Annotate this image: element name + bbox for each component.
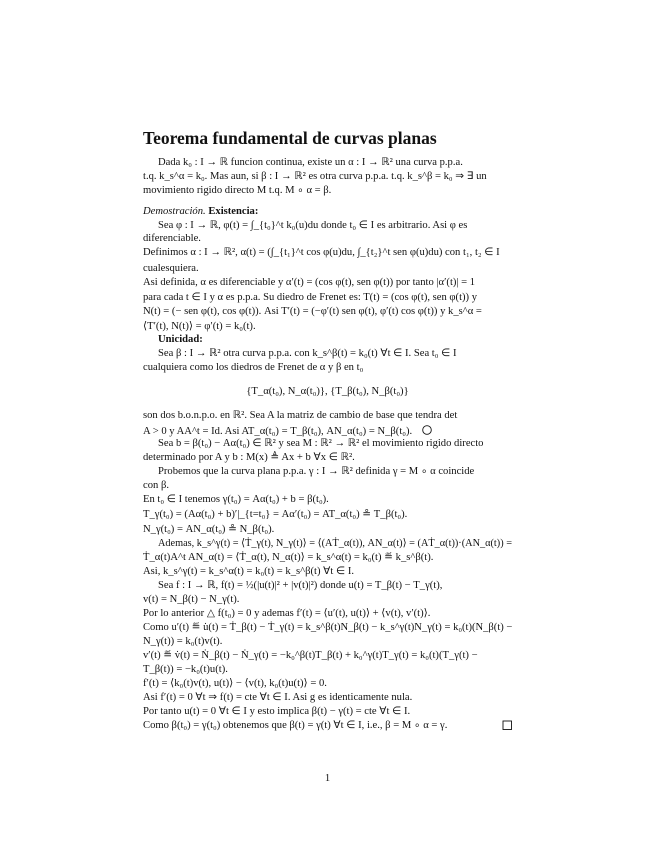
page-title: Teorema fundamental de curvas planas bbox=[143, 128, 437, 148]
existence-line-7: N(t) = (− sen φ(t), cos φ(t)). Asi T′(t) = (−φ′(t) sen φ(t), φ′(t) cos φ(t)) y k_s^α = bbox=[143, 306, 482, 317]
uniqueness-line-15: Sea f : I → ℝ, f(t) = ½(|u(t)|² + |v(t)|²) donde u(t) = T_β(t) − T_γ(t), bbox=[158, 580, 443, 591]
uniqueness-line-16: v(t) = N_β(t) − N_γ(t). bbox=[143, 594, 240, 605]
uniqueness-line-21: T_β(t)) = −k₀(t)u(t). bbox=[143, 664, 228, 675]
existence-line-4: cualesquiera. bbox=[143, 263, 199, 274]
existence-line-3: Definimos α : I → ℝ², α(t) = (∫_{t₁}^t cos φ(u)du, ∫_{t₂}^t sen φ(u)du) con t₁, t₂ ∈ I bbox=[143, 247, 500, 258]
uniqueness-line-25: Como β(t₀) = γ(t₀) obtenemos que β(t) = γ(t) ∀t ∈ I, i.e., β = M ∘ α = γ. bbox=[143, 720, 448, 731]
existence-line-8: ⟨T′(t), N(t)⟩ = φ′(t) = k₀(t). bbox=[143, 321, 256, 332]
uniqueness-line-4-text: A > 0 y AA^t = Id. Asi AT_α(t₀) = T_β(t₀), AN_α(t₀) = N_β(t₀). bbox=[143, 426, 413, 437]
page-number: 1 bbox=[324, 773, 331, 784]
uniqueness-line-5: Sea b = β(t₀) − Aα(t₀) ∈ ℝ² y sea M : ℝ² → ℝ² el movimiento rigido directo bbox=[158, 438, 484, 449]
proof-header bbox=[143, 206, 258, 218]
uniqueness-line-13: Ṫ_α(t)A^t AN_α(t) = ⟨Ṫ_α(t), N_α(t)⟩ = k_s^α(t) = k₀(t) ≝ k_s^β(t). bbox=[143, 552, 434, 563]
uniqueness-line-2: cualquiera como los diedros de Frenet de α y β en t₀ bbox=[143, 362, 364, 373]
uniqueness-line-14: Asi, k_s^γ(t) = k_s^α(t) = k₀(t) = k_s^β(t) ∀t ∈ I. bbox=[143, 566, 355, 577]
small-circle-icon bbox=[421, 424, 433, 436]
existence-label: Existencia: bbox=[208, 206, 259, 217]
uniqueness-line-10: T_γ(t₀) = (Aα(t₀) + b)′|_{t=t₀} = Aα′(t₀) = AT_α(t₀) ≗ T_β(t₀). bbox=[143, 509, 408, 520]
theorem-line-1: Dada k₀ : I → ℝ funcion continua, existe un α : I → ℝ² una curva p.p.a. bbox=[158, 157, 463, 168]
existence-line-2: diferenciable. bbox=[143, 233, 201, 244]
uniqueness-line-22: f′(t) = ⟨k₀(t)v(t), u(t)⟩ − ⟨v(t), k₀(t)u(t)⟩ = 0. bbox=[143, 678, 327, 689]
uniqueness-line-3: son dos b.o.n.p.o. en ℝ². Sea A la matriz de cambio de base que tendra det bbox=[143, 410, 458, 421]
uniqueness-line-11: N_γ(t₀) = AN_α(t₀) ≗ N_β(t₀). bbox=[143, 524, 275, 535]
existence-line-6: para cada t ∈ I y α es p.p.a. Su diedro de Frenet es: T(t) = (cos φ(t), sen φ(t)) y bbox=[143, 292, 478, 303]
proof-label: Demostración. bbox=[143, 206, 206, 217]
uniqueness-line-17: Por lo anterior △ f(t₀) = 0 y ademas f′(t) = ⟨u′(t), u(t)⟩ + ⟨v(t), v′(t)⟩. bbox=[143, 608, 431, 619]
display-equation: {T_α(t₀), N_α(t₀)}, {T_β(t₀), N_β(t₀)} bbox=[246, 386, 409, 397]
uniqueness-line-6: determinado por A y b : M(x) ≜ Ax + b ∀x ∈ ℝ². bbox=[143, 452, 355, 463]
uniqueness-line-20: v′(t) ≝ v̇(t) = Ṅ_β(t) − Ṅ_γ(t) = −k₀^β(t)T_β(t) + k₀^γ(t)T_γ(t) = k₀(t)(T_γ(t) − bbox=[143, 650, 478, 661]
uniqueness-line-23: Asi f′(t) = 0 ∀t ⇒ f(t) = cte ∀t ∈ I. Asi g es identicamente nula. bbox=[143, 692, 413, 703]
uniqueness-line-1: Sea β : I → ℝ² otra curva p.p.a. con k_s^β(t) = k₀(t) ∀t ∈ I. Sea t₀ ∈ I bbox=[158, 348, 457, 359]
uniqueness-label: Unicidad: bbox=[158, 334, 203, 345]
qed-square-icon bbox=[502, 720, 513, 731]
uniqueness-line-8: con β. bbox=[143, 480, 169, 491]
uniqueness-line-18: Como u′(t) ≝ u̇(t) = Ṫ_β(t) − Ṫ_γ(t) = k_s^β(t)N_β(t) − k_s^γ(t)N_γ(t) = k₀(t)(N_β(t) − bbox=[143, 622, 513, 633]
theorem-line-2: t.q. k_s^α = k₀. Mas aun, si β : I → ℝ² es otra curva p.p.a. t.q. k_s^β = k₀ ⇒ ∃ un bbox=[143, 171, 487, 182]
existence-line-1: Sea φ : I → ℝ, φ(t) = ∫_{t₀}^t k₀(u)du donde t₀ ∈ I es arbitrario. Asi φ es bbox=[158, 220, 468, 231]
uniqueness-line-12: Ademas, k_s^γ(t) = ⟨Ṫ_γ(t), N_γ(t)⟩ = ⟨(AṪ_α(t)), AN_α(t)⟩ = (AṪ_α(t))·(AN_α(t)) = bbox=[158, 538, 513, 549]
uniqueness-line-9: En t₀ ∈ I tenemos γ(t₀) = Aα(t₀) + b = β(t₀). bbox=[143, 494, 329, 505]
theorem-line-3: movimiento rigido directo M t.q. M ∘ α = β. bbox=[143, 185, 332, 196]
uniqueness-line-7: Probemos que la curva plana p.p.a. γ : I → ℝ² definida γ = M ∘ α coincide bbox=[158, 466, 475, 477]
uniqueness-line-24: Por tanto u(t) = 0 ∀t ∈ I y esto implica β(t) − γ(t) = cte ∀t ∈ I. bbox=[143, 706, 411, 717]
uniqueness-line-4 bbox=[143, 424, 433, 438]
uniqueness-line-19: N_γ(t)) = k₀(t)v(t). bbox=[143, 636, 223, 647]
existence-line-5: Asi definida, α es diferenciable y α′(t) = (cos φ(t), sen φ(t)) por tanto |α′(t)| = 1 bbox=[143, 277, 476, 288]
